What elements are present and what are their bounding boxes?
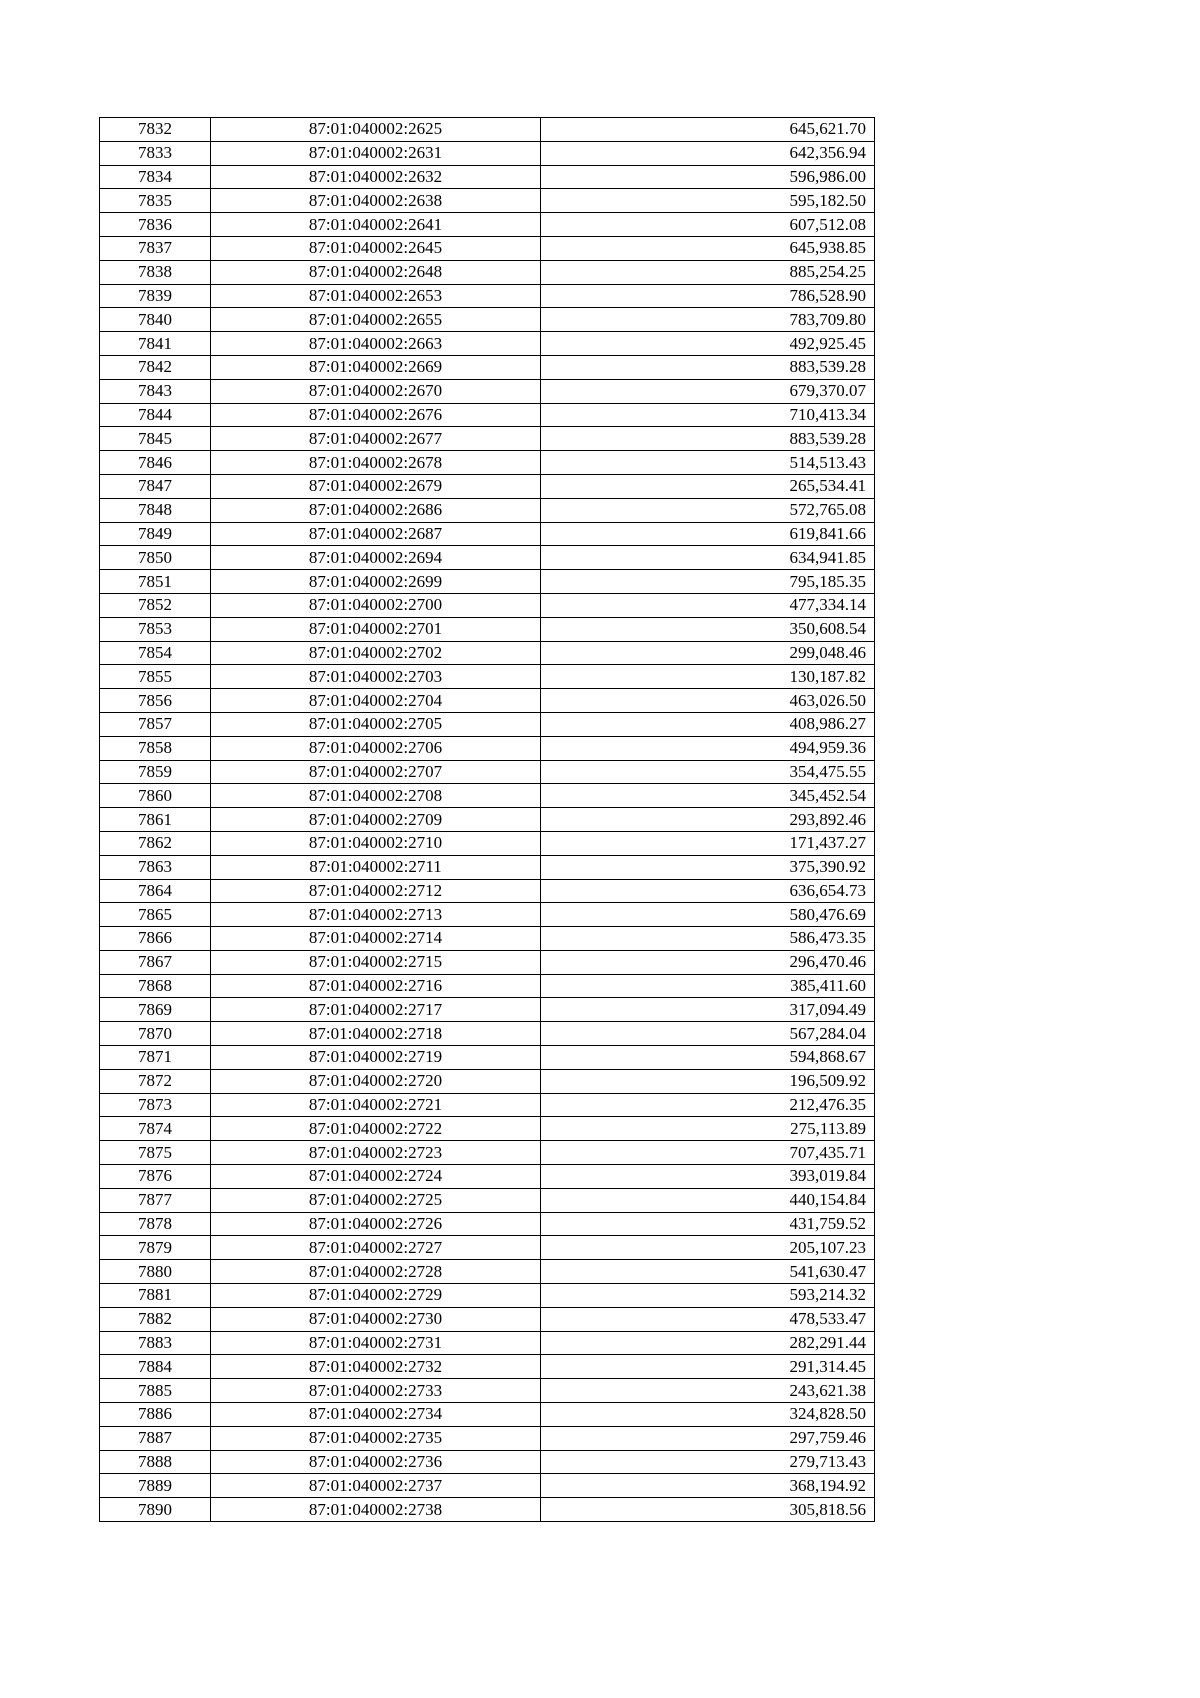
table-row (100, 1284, 875, 1308)
row-number: 7874 (100, 1117, 211, 1141)
cadastral-value: 305,818.56 (541, 1498, 875, 1522)
cadastral-value: 595,182.50 (541, 189, 875, 213)
table-row (100, 903, 875, 927)
cadastral-value: 345,452.54 (541, 784, 875, 808)
row-number: 7868 (100, 974, 211, 998)
row-number: 7864 (100, 879, 211, 903)
cadastral-value: 243,621.38 (541, 1379, 875, 1403)
cadastral-value: 196,509.92 (541, 1069, 875, 1093)
row-number: 7853 (100, 617, 211, 641)
cadastral-value: 596,986.00 (541, 165, 875, 189)
cadastral-number: 87:01:040002:2655 (211, 308, 541, 332)
row-number: 7841 (100, 332, 211, 356)
cadastral-value: 393,019.84 (541, 1165, 875, 1189)
row-number: 7856 (100, 689, 211, 713)
cadastral-number: 87:01:040002:2735 (211, 1426, 541, 1450)
cadastral-value: 572,765.08 (541, 498, 875, 522)
cadastral-number: 87:01:040002:2648 (211, 260, 541, 284)
row-number: 7872 (100, 1069, 211, 1093)
row-number: 7883 (100, 1331, 211, 1355)
cadastral-number: 87:01:040002:2728 (211, 1260, 541, 1284)
row-number: 7834 (100, 165, 211, 189)
table-row (100, 855, 875, 879)
table-row (100, 308, 875, 332)
table-row (100, 689, 875, 713)
row-number: 7857 (100, 712, 211, 736)
cadastral-number: 87:01:040002:2653 (211, 284, 541, 308)
cadastral-number: 87:01:040002:2704 (211, 689, 541, 713)
cadastral-value: 297,759.46 (541, 1426, 875, 1450)
cadastral-number: 87:01:040002:2724 (211, 1165, 541, 1189)
cadastral-value: 291,314.45 (541, 1355, 875, 1379)
row-number: 7865 (100, 903, 211, 927)
row-number: 7860 (100, 784, 211, 808)
cadastral-value: 354,475.55 (541, 760, 875, 784)
cadastral-number: 87:01:040002:2731 (211, 1331, 541, 1355)
table-row (100, 831, 875, 855)
cadastral-number: 87:01:040002:2720 (211, 1069, 541, 1093)
table-row (100, 1307, 875, 1331)
table-row (100, 1355, 875, 1379)
row-number: 7884 (100, 1355, 211, 1379)
table-row (100, 189, 875, 213)
row-number: 7888 (100, 1450, 211, 1474)
row-number: 7839 (100, 284, 211, 308)
row-number: 7873 (100, 1093, 211, 1117)
cadastral-value: 594,868.67 (541, 1046, 875, 1070)
table-row (100, 712, 875, 736)
cadastral-value: 679,370.07 (541, 379, 875, 403)
cadastral-number: 87:01:040002:2638 (211, 189, 541, 213)
row-number: 7854 (100, 641, 211, 665)
cadastral-value: 645,621.70 (541, 118, 875, 142)
cadastral-value: 607,512.08 (541, 213, 875, 237)
cadastral-number: 87:01:040002:2711 (211, 855, 541, 879)
cadastral-number: 87:01:040002:2729 (211, 1284, 541, 1308)
cadastral-number: 87:01:040002:2734 (211, 1403, 541, 1427)
table-row (100, 522, 875, 546)
table-row (100, 546, 875, 570)
cadastral-number: 87:01:040002:2710 (211, 831, 541, 855)
cadastral-value: 296,470.46 (541, 950, 875, 974)
row-number: 7842 (100, 355, 211, 379)
cadastral-number: 87:01:040002:2703 (211, 665, 541, 689)
table-row (100, 1260, 875, 1284)
row-number: 7889 (100, 1474, 211, 1498)
cadastral-value: 463,026.50 (541, 689, 875, 713)
row-number: 7867 (100, 950, 211, 974)
row-number: 7875 (100, 1141, 211, 1165)
cadastral-number: 87:01:040002:2723 (211, 1141, 541, 1165)
cadastral-value: 317,094.49 (541, 998, 875, 1022)
cadastral-number: 87:01:040002:2719 (211, 1046, 541, 1070)
cadastral-number: 87:01:040002:2686 (211, 498, 541, 522)
table-row (100, 593, 875, 617)
cadastral-number: 87:01:040002:2708 (211, 784, 541, 808)
table-row (100, 1450, 875, 1474)
row-number: 7859 (100, 760, 211, 784)
table-row (100, 355, 875, 379)
cadastral-number: 87:01:040002:2726 (211, 1212, 541, 1236)
row-number: 7885 (100, 1379, 211, 1403)
cadastral-value: 279,713.43 (541, 1450, 875, 1474)
cadastral-value: 541,630.47 (541, 1260, 875, 1284)
table-row (100, 665, 875, 689)
row-number: 7862 (100, 831, 211, 855)
cadastral-number: 87:01:040002:2669 (211, 355, 541, 379)
cadastral-value: 265,534.41 (541, 474, 875, 498)
table-row (100, 808, 875, 832)
table-row (100, 427, 875, 451)
row-number: 7871 (100, 1046, 211, 1070)
row-number: 7838 (100, 260, 211, 284)
cadastral-number: 87:01:040002:2632 (211, 165, 541, 189)
row-number: 7847 (100, 474, 211, 498)
table-row (100, 998, 875, 1022)
cadastral-number: 87:01:040002:2736 (211, 1450, 541, 1474)
row-number: 7877 (100, 1188, 211, 1212)
cadastral-number: 87:01:040002:2730 (211, 1307, 541, 1331)
row-number: 7881 (100, 1284, 211, 1308)
row-number: 7844 (100, 403, 211, 427)
table-row (100, 474, 875, 498)
cadastral-number: 87:01:040002:2718 (211, 1022, 541, 1046)
row-number: 7869 (100, 998, 211, 1022)
cadastral-value: 567,284.04 (541, 1022, 875, 1046)
cadastral-value: 795,185.35 (541, 570, 875, 594)
cadastral-number: 87:01:040002:2699 (211, 570, 541, 594)
cadastral-value: 883,539.28 (541, 427, 875, 451)
cadastral-value: 408,986.27 (541, 712, 875, 736)
cadastral-number: 87:01:040002:2687 (211, 522, 541, 546)
table-row (100, 1141, 875, 1165)
cadastral-number: 87:01:040002:2715 (211, 950, 541, 974)
cadastral-number: 87:01:040002:2631 (211, 141, 541, 165)
cadastral-number: 87:01:040002:2733 (211, 1379, 541, 1403)
row-number: 7849 (100, 522, 211, 546)
cadastral-number: 87:01:040002:2705 (211, 712, 541, 736)
cadastral-value: 368,194.92 (541, 1474, 875, 1498)
cadastral-value: 593,214.32 (541, 1284, 875, 1308)
cadastral-value: 375,390.92 (541, 855, 875, 879)
cadastral-value: 636,654.73 (541, 879, 875, 903)
cadastral-number: 87:01:040002:2702 (211, 641, 541, 665)
cadastral-value: 642,356.94 (541, 141, 875, 165)
cadastral-value: 645,938.85 (541, 236, 875, 260)
row-number: 7855 (100, 665, 211, 689)
row-number: 7836 (100, 213, 211, 237)
row-number: 7870 (100, 1022, 211, 1046)
table-row (100, 1046, 875, 1070)
cadastral-number: 87:01:040002:2676 (211, 403, 541, 427)
cadastral-number: 87:01:040002:2727 (211, 1236, 541, 1260)
cadastral-value: 478,533.47 (541, 1307, 875, 1331)
cadastral-value: 130,187.82 (541, 665, 875, 689)
row-number: 7858 (100, 736, 211, 760)
row-number: 7878 (100, 1212, 211, 1236)
table-row (100, 332, 875, 356)
table-row (100, 403, 875, 427)
table-row (100, 617, 875, 641)
cadastral-value: 477,334.14 (541, 593, 875, 617)
cadastral-value: 293,892.46 (541, 808, 875, 832)
cadastral-number: 87:01:040002:2706 (211, 736, 541, 760)
cadastral-value: 786,528.90 (541, 284, 875, 308)
cadastral-value: 431,759.52 (541, 1212, 875, 1236)
table-row (100, 141, 875, 165)
cadastral-number: 87:01:040002:2645 (211, 236, 541, 260)
cadastral-number: 87:01:040002:2700 (211, 593, 541, 617)
cadastral-value: 883,539.28 (541, 355, 875, 379)
table-row (100, 1093, 875, 1117)
cadastral-value: 492,925.45 (541, 332, 875, 356)
table-row (100, 451, 875, 475)
row-number: 7876 (100, 1165, 211, 1189)
cadastral-value: 586,473.35 (541, 927, 875, 951)
cadastral-value: 324,828.50 (541, 1403, 875, 1427)
row-number: 7845 (100, 427, 211, 451)
cadastral-number: 87:01:040002:2670 (211, 379, 541, 403)
table-row (100, 950, 875, 974)
table-row (100, 213, 875, 237)
table-row (100, 760, 875, 784)
row-number: 7835 (100, 189, 211, 213)
cadastral-value: 710,413.34 (541, 403, 875, 427)
row-number: 7879 (100, 1236, 211, 1260)
table-row (100, 165, 875, 189)
table-row (100, 1022, 875, 1046)
table-body (100, 118, 875, 1522)
cadastral-value: 350,608.54 (541, 617, 875, 641)
table-row (100, 1236, 875, 1260)
cadastral-value: 707,435.71 (541, 1141, 875, 1165)
row-number: 7863 (100, 855, 211, 879)
table-row (100, 1117, 875, 1141)
cadastral-value: 634,941.85 (541, 546, 875, 570)
cadastral-number: 87:01:040002:2701 (211, 617, 541, 641)
cadastral-number: 87:01:040002:2722 (211, 1117, 541, 1141)
table-row (100, 879, 875, 903)
row-number: 7850 (100, 546, 211, 570)
table-row (100, 379, 875, 403)
row-number: 7890 (100, 1498, 211, 1522)
cadastral-number: 87:01:040002:2716 (211, 974, 541, 998)
cadastral-value: 205,107.23 (541, 1236, 875, 1260)
row-number: 7843 (100, 379, 211, 403)
table-row (100, 260, 875, 284)
table-row (100, 1426, 875, 1450)
cadastral-number: 87:01:040002:2712 (211, 879, 541, 903)
row-number: 7866 (100, 927, 211, 951)
table-row (100, 736, 875, 760)
row-number: 7837 (100, 236, 211, 260)
table-row (100, 641, 875, 665)
cadastral-value: 385,411.60 (541, 974, 875, 998)
cadastral-number: 87:01:040002:2738 (211, 1498, 541, 1522)
row-number: 7833 (100, 141, 211, 165)
cadastral-value: 282,291.44 (541, 1331, 875, 1355)
table-row (100, 927, 875, 951)
cadastral-number: 87:01:040002:2678 (211, 451, 541, 475)
cadastral-number: 87:01:040002:2625 (211, 118, 541, 142)
table-row (100, 1069, 875, 1093)
table-row (100, 1188, 875, 1212)
table-row (100, 284, 875, 308)
cadastral-number: 87:01:040002:2677 (211, 427, 541, 451)
cadastral-value: 212,476.35 (541, 1093, 875, 1117)
cadastral-number: 87:01:040002:2713 (211, 903, 541, 927)
row-number: 7887 (100, 1426, 211, 1450)
table-row (100, 1403, 875, 1427)
cadastral-value: 494,959.36 (541, 736, 875, 760)
row-number: 7840 (100, 308, 211, 332)
table-row (100, 974, 875, 998)
cadastral-number: 87:01:040002:2737 (211, 1474, 541, 1498)
cadastral-number: 87:01:040002:2725 (211, 1188, 541, 1212)
row-number: 7851 (100, 570, 211, 594)
table-row (100, 498, 875, 522)
table-row (100, 1498, 875, 1522)
cadastral-number: 87:01:040002:2663 (211, 332, 541, 356)
row-number: 7832 (100, 118, 211, 142)
table-row (100, 570, 875, 594)
cadastral-value-table (99, 117, 875, 1522)
row-number: 7886 (100, 1403, 211, 1427)
cadastral-value: 619,841.66 (541, 522, 875, 546)
row-number: 7848 (100, 498, 211, 522)
cadastral-number: 87:01:040002:2694 (211, 546, 541, 570)
cadastral-value: 783,709.80 (541, 308, 875, 332)
cadastral-number: 87:01:040002:2732 (211, 1355, 541, 1379)
table-row (100, 784, 875, 808)
cadastral-number: 87:01:040002:2717 (211, 998, 541, 1022)
row-number: 7846 (100, 451, 211, 475)
cadastral-value: 275,113.89 (541, 1117, 875, 1141)
row-number: 7852 (100, 593, 211, 617)
cadastral-number: 87:01:040002:2707 (211, 760, 541, 784)
table-row (100, 236, 875, 260)
row-number: 7880 (100, 1260, 211, 1284)
cadastral-value: 580,476.69 (541, 903, 875, 927)
row-number: 7882 (100, 1307, 211, 1331)
cadastral-value: 440,154.84 (541, 1188, 875, 1212)
cadastral-number: 87:01:040002:2709 (211, 808, 541, 832)
cadastral-value: 299,048.46 (541, 641, 875, 665)
table-row (100, 1379, 875, 1403)
cadastral-value: 885,254.25 (541, 260, 875, 284)
table-row (100, 1474, 875, 1498)
table-row (100, 118, 875, 142)
cadastral-value: 514,513.43 (541, 451, 875, 475)
row-number: 7861 (100, 808, 211, 832)
table-row (100, 1165, 875, 1189)
cadastral-number: 87:01:040002:2641 (211, 213, 541, 237)
cadastral-number: 87:01:040002:2714 (211, 927, 541, 951)
cadastral-value: 171,437.27 (541, 831, 875, 855)
cadastral-number: 87:01:040002:2721 (211, 1093, 541, 1117)
table-row (100, 1212, 875, 1236)
table-row (100, 1331, 875, 1355)
cadastral-number: 87:01:040002:2679 (211, 474, 541, 498)
